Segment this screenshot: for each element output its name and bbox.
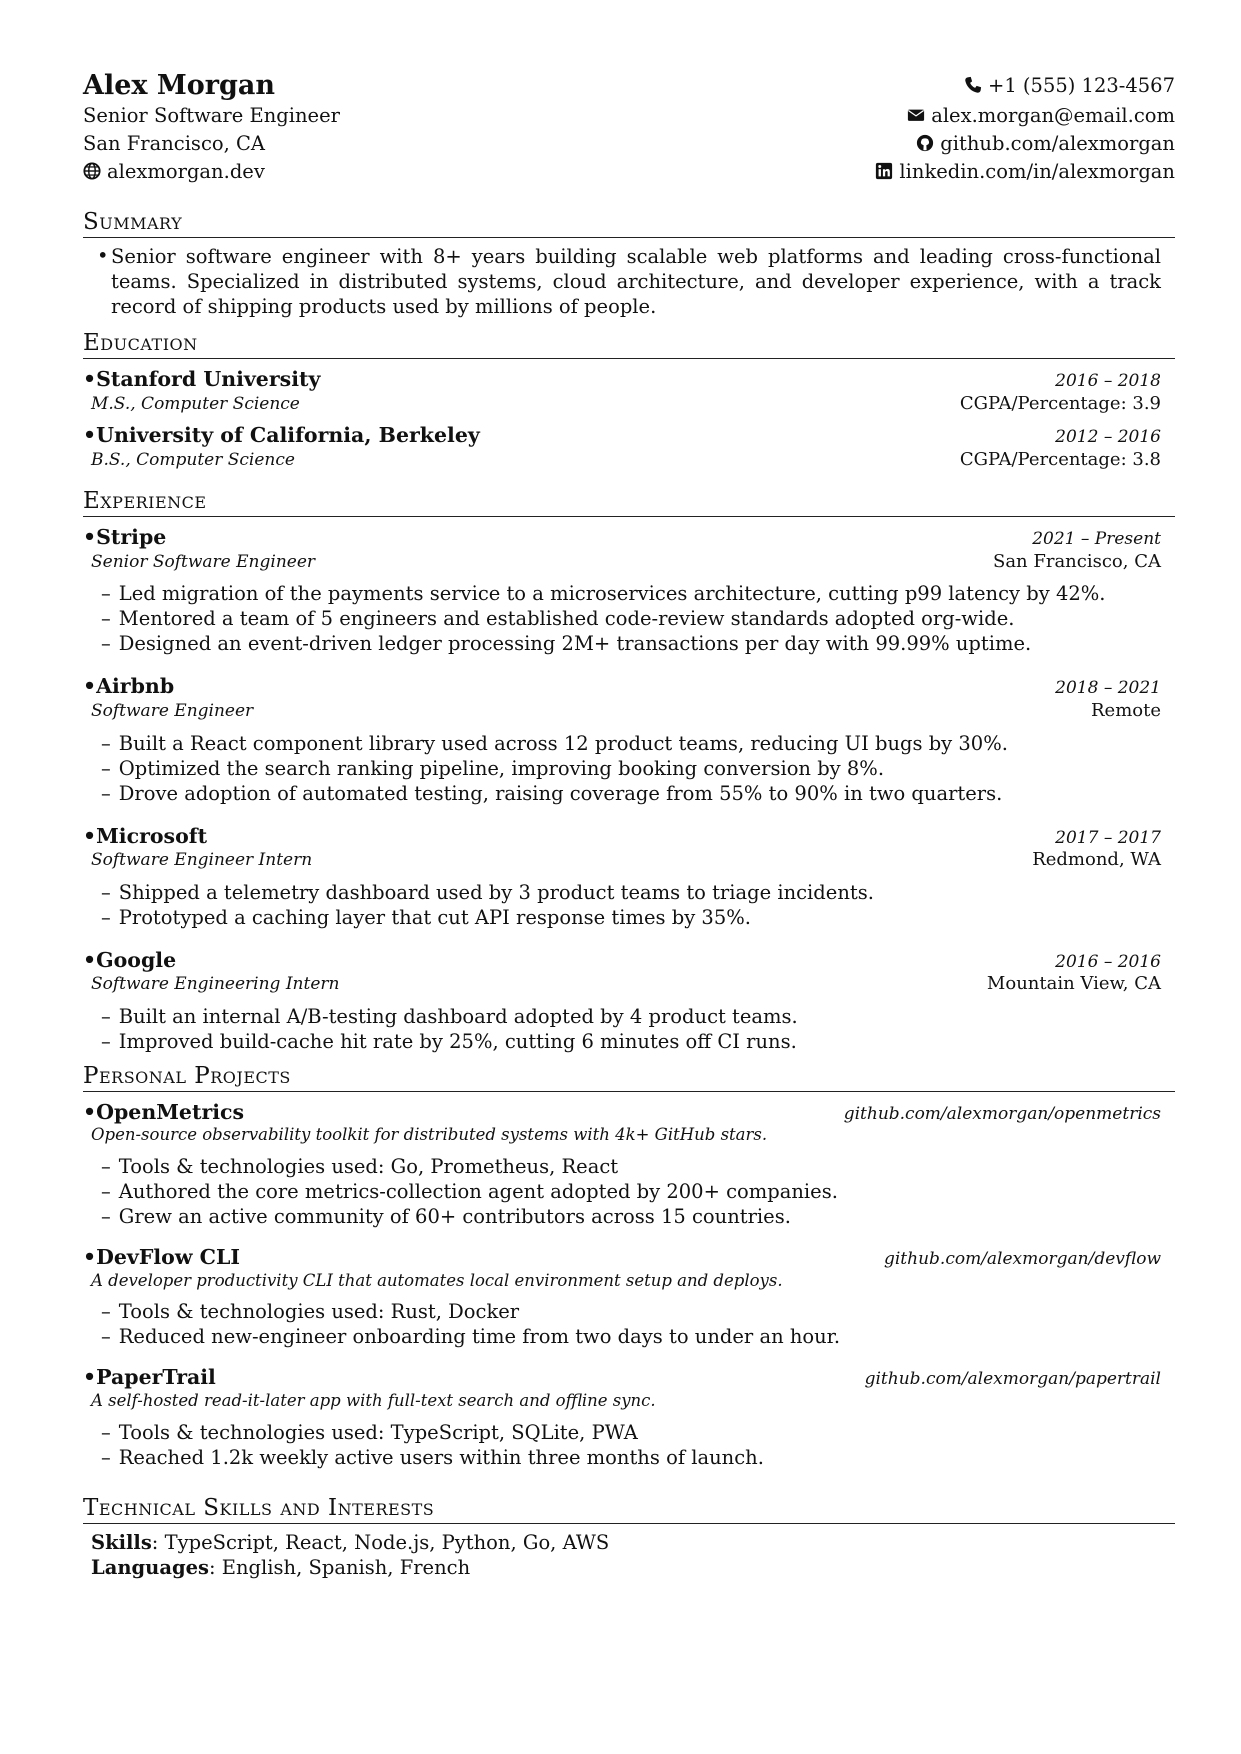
- summary-block: [83, 244, 1175, 319]
- header-right: [875, 70, 1175, 186]
- education-list: [83, 367, 1175, 471]
- website-line: [83, 158, 340, 186]
- project-link[interactable]: github.com/alexmorgan/openmetrics: [843, 1103, 1161, 1124]
- languages-line: [91, 1555, 1175, 1580]
- experience-entry: [83, 948, 1175, 1054]
- job-location: San Francisco, CA: [992, 550, 1161, 572]
- company-name: •Microsoft: [83, 823, 208, 848]
- candidate-role: Senior Software Engineer: [83, 104, 340, 127]
- education-heading: Education: [83, 329, 1175, 359]
- summary-heading: Summary: [83, 208, 1175, 238]
- projects-heading: Personal Projects: [83, 1062, 1175, 1092]
- resume-page: [83, 70, 1175, 1580]
- company-name: •Google: [83, 947, 177, 972]
- phone-icon: [964, 76, 982, 94]
- github-line: [875, 130, 1175, 158]
- project-entry: [83, 1245, 1175, 1349]
- job-title: Software Engineer Intern: [91, 850, 313, 871]
- github-icon: [916, 134, 934, 152]
- experience-items: [83, 731, 1161, 806]
- education-dates: 2012 – 2016: [1055, 427, 1161, 448]
- job-title: Software Engineer: [91, 701, 254, 721]
- project-link[interactable]: github.com/alexmorgan/papertrail: [864, 1369, 1161, 1390]
- envelope-icon: [907, 106, 925, 124]
- education-entry: [83, 367, 1175, 415]
- education-dates: 2016 – 2018: [1055, 371, 1161, 391]
- github-link[interactable]: github.com/alexmorgan: [940, 132, 1175, 155]
- experience-items: [83, 880, 1161, 930]
- project-items: [83, 1420, 1161, 1470]
- list-item: – Tools & technologies used: Rust, Docker: [101, 1299, 1161, 1324]
- project-items: [83, 1299, 1161, 1349]
- company-name: •Stripe: [83, 525, 167, 550]
- list-item: – Reduced new-engineer onboarding time from two days to under an hour.: [101, 1324, 1161, 1349]
- list-item: – Authored the core metrics-collection agent adopted by 200+ companies.: [101, 1179, 1161, 1204]
- skills-line: [91, 1530, 1175, 1555]
- list-item: – Reached 1.2k weekly active users within three months of launch.: [101, 1445, 1161, 1470]
- linkedin-line: [875, 158, 1175, 186]
- experience-entry: [83, 824, 1175, 930]
- list-item: – Tools & technologies used: Go, Prometheus, React: [101, 1154, 1161, 1179]
- header-left: [83, 70, 340, 186]
- list-item: – Led migration of the payments service to a microservices architecture, cutting p99 latency by 42%.: [101, 581, 1161, 606]
- job-location: Redmond, WA: [1032, 849, 1161, 871]
- project-description: A self-hosted read-it-later app with full-text search and offline sync.: [91, 1390, 656, 1410]
- candidate-name: Alex Morgan: [83, 70, 276, 101]
- skills-heading: Technical Skills and Interests: [83, 1494, 1175, 1524]
- experience-items: [83, 581, 1161, 656]
- project-name: •DevFlow CLI: [83, 1245, 240, 1269]
- list-item: – Improved build-cache hit rate by 25%, cutting 6 minutes off CI runs.: [101, 1029, 1161, 1054]
- degree: B.S., Computer Science: [91, 449, 295, 470]
- languages-value: : English, Spanish, French: [209, 1555, 471, 1579]
- skills-block: [83, 1530, 1175, 1580]
- project-link[interactable]: github.com/alexmorgan/devflow: [883, 1249, 1161, 1269]
- experience-heading: Experience: [83, 487, 1175, 517]
- globe-icon: [83, 162, 101, 180]
- experience-dates: 2017 – 2017: [1055, 827, 1161, 848]
- list-item: – Prototyped a caching layer that cut API response times by 35%.: [101, 905, 1161, 930]
- candidate-location: San Francisco, CA: [83, 132, 266, 155]
- resume-header: [83, 70, 1175, 186]
- grade: CGPA/Percentage: 3.8: [959, 448, 1161, 470]
- project-description: Open-source observability toolkit for distributed systems with 4k+ GitHub stars.: [91, 1125, 768, 1145]
- list-item: – Tools & technologies used: TypeScript, SQLite, PWA: [101, 1420, 1161, 1445]
- degree: M.S., Computer Science: [91, 393, 300, 414]
- job-location: Remote: [1091, 700, 1161, 721]
- email-link[interactable]: alex.morgan@email.com: [931, 104, 1175, 127]
- project-description: A developer productivity CLI that automates local environment setup and deploys.: [91, 1270, 783, 1290]
- list-item: – Optimized the search ranking pipeline, improving booking conversion by 8%.: [101, 756, 1161, 781]
- bullet: •: [97, 244, 109, 267]
- project-entry: [83, 1100, 1175, 1229]
- phone-number[interactable]: +1 (555) 123-4567: [987, 74, 1175, 97]
- project-entry: [83, 1365, 1175, 1469]
- email-line: [875, 102, 1175, 130]
- linkedin-icon: [875, 162, 893, 180]
- job-title: Senior Software Engineer: [91, 551, 316, 572]
- experience-entry: [83, 525, 1175, 656]
- grade: CGPA/Percentage: 3.9: [959, 392, 1161, 414]
- school-name: •University of California, Berkeley: [83, 423, 480, 448]
- experience-entry: [83, 674, 1175, 805]
- list-item: – Built an internal A/B-testing dashboard adopted by 4 product teams.: [101, 1004, 1161, 1029]
- experience-dates: 2018 – 2021: [1055, 678, 1161, 699]
- project-items: [83, 1154, 1161, 1229]
- linkedin-link[interactable]: linkedin.com/in/alexmorgan: [899, 160, 1175, 183]
- list-item: – Drove adoption of automated testing, raising coverage from 55% to 90% in two quarters.: [101, 781, 1161, 806]
- project-name: •OpenMetrics: [83, 1099, 245, 1124]
- job-title: Software Engineering Intern: [91, 974, 340, 995]
- list-item: – Built a React component library used across 12 product teams, reducing UI bugs by 30%.: [101, 731, 1161, 756]
- education-entry: [83, 423, 1175, 471]
- projects-list: [83, 1100, 1175, 1470]
- experience-items: [83, 1004, 1161, 1054]
- experience-dates: 2016 – 2016: [1055, 951, 1161, 972]
- website-link[interactable]: alexmorgan.dev: [107, 160, 265, 183]
- summary-text: Senior software engineer with 8+ years building scalable web platforms and leading cross-functional teams. Specialized in distributed systems, cloud architecture, and developer experience, with a track record of shipping products used by millions of people.: [111, 245, 1161, 318]
- list-item: – Grew an active community of 60+ contributors across 15 countries.: [101, 1204, 1161, 1229]
- languages-label: Languages: [91, 1555, 209, 1579]
- project-name: •PaperTrail: [83, 1365, 216, 1390]
- experience-dates: 2021 – Present: [1032, 529, 1161, 550]
- skills-value: : TypeScript, React, Node.js, Python, Go, AWS: [151, 1530, 610, 1554]
- list-item: – Mentored a team of 5 engineers and established code-review standards adopted org-wide.: [101, 606, 1161, 631]
- experience-list: [83, 525, 1175, 1054]
- company-name: •Airbnb: [83, 674, 175, 699]
- skills-label: Skills: [91, 1530, 152, 1554]
- phone-line: [875, 70, 1175, 102]
- list-item: – Designed an event-driven ledger processing 2M+ transactions per day with 99.99% uptime.: [101, 631, 1161, 656]
- list-item: – Shipped a telemetry dashboard used by 3 product teams to triage incidents.: [101, 880, 1161, 905]
- school-name: •Stanford University: [83, 367, 321, 391]
- job-location: Mountain View, CA: [986, 973, 1161, 995]
